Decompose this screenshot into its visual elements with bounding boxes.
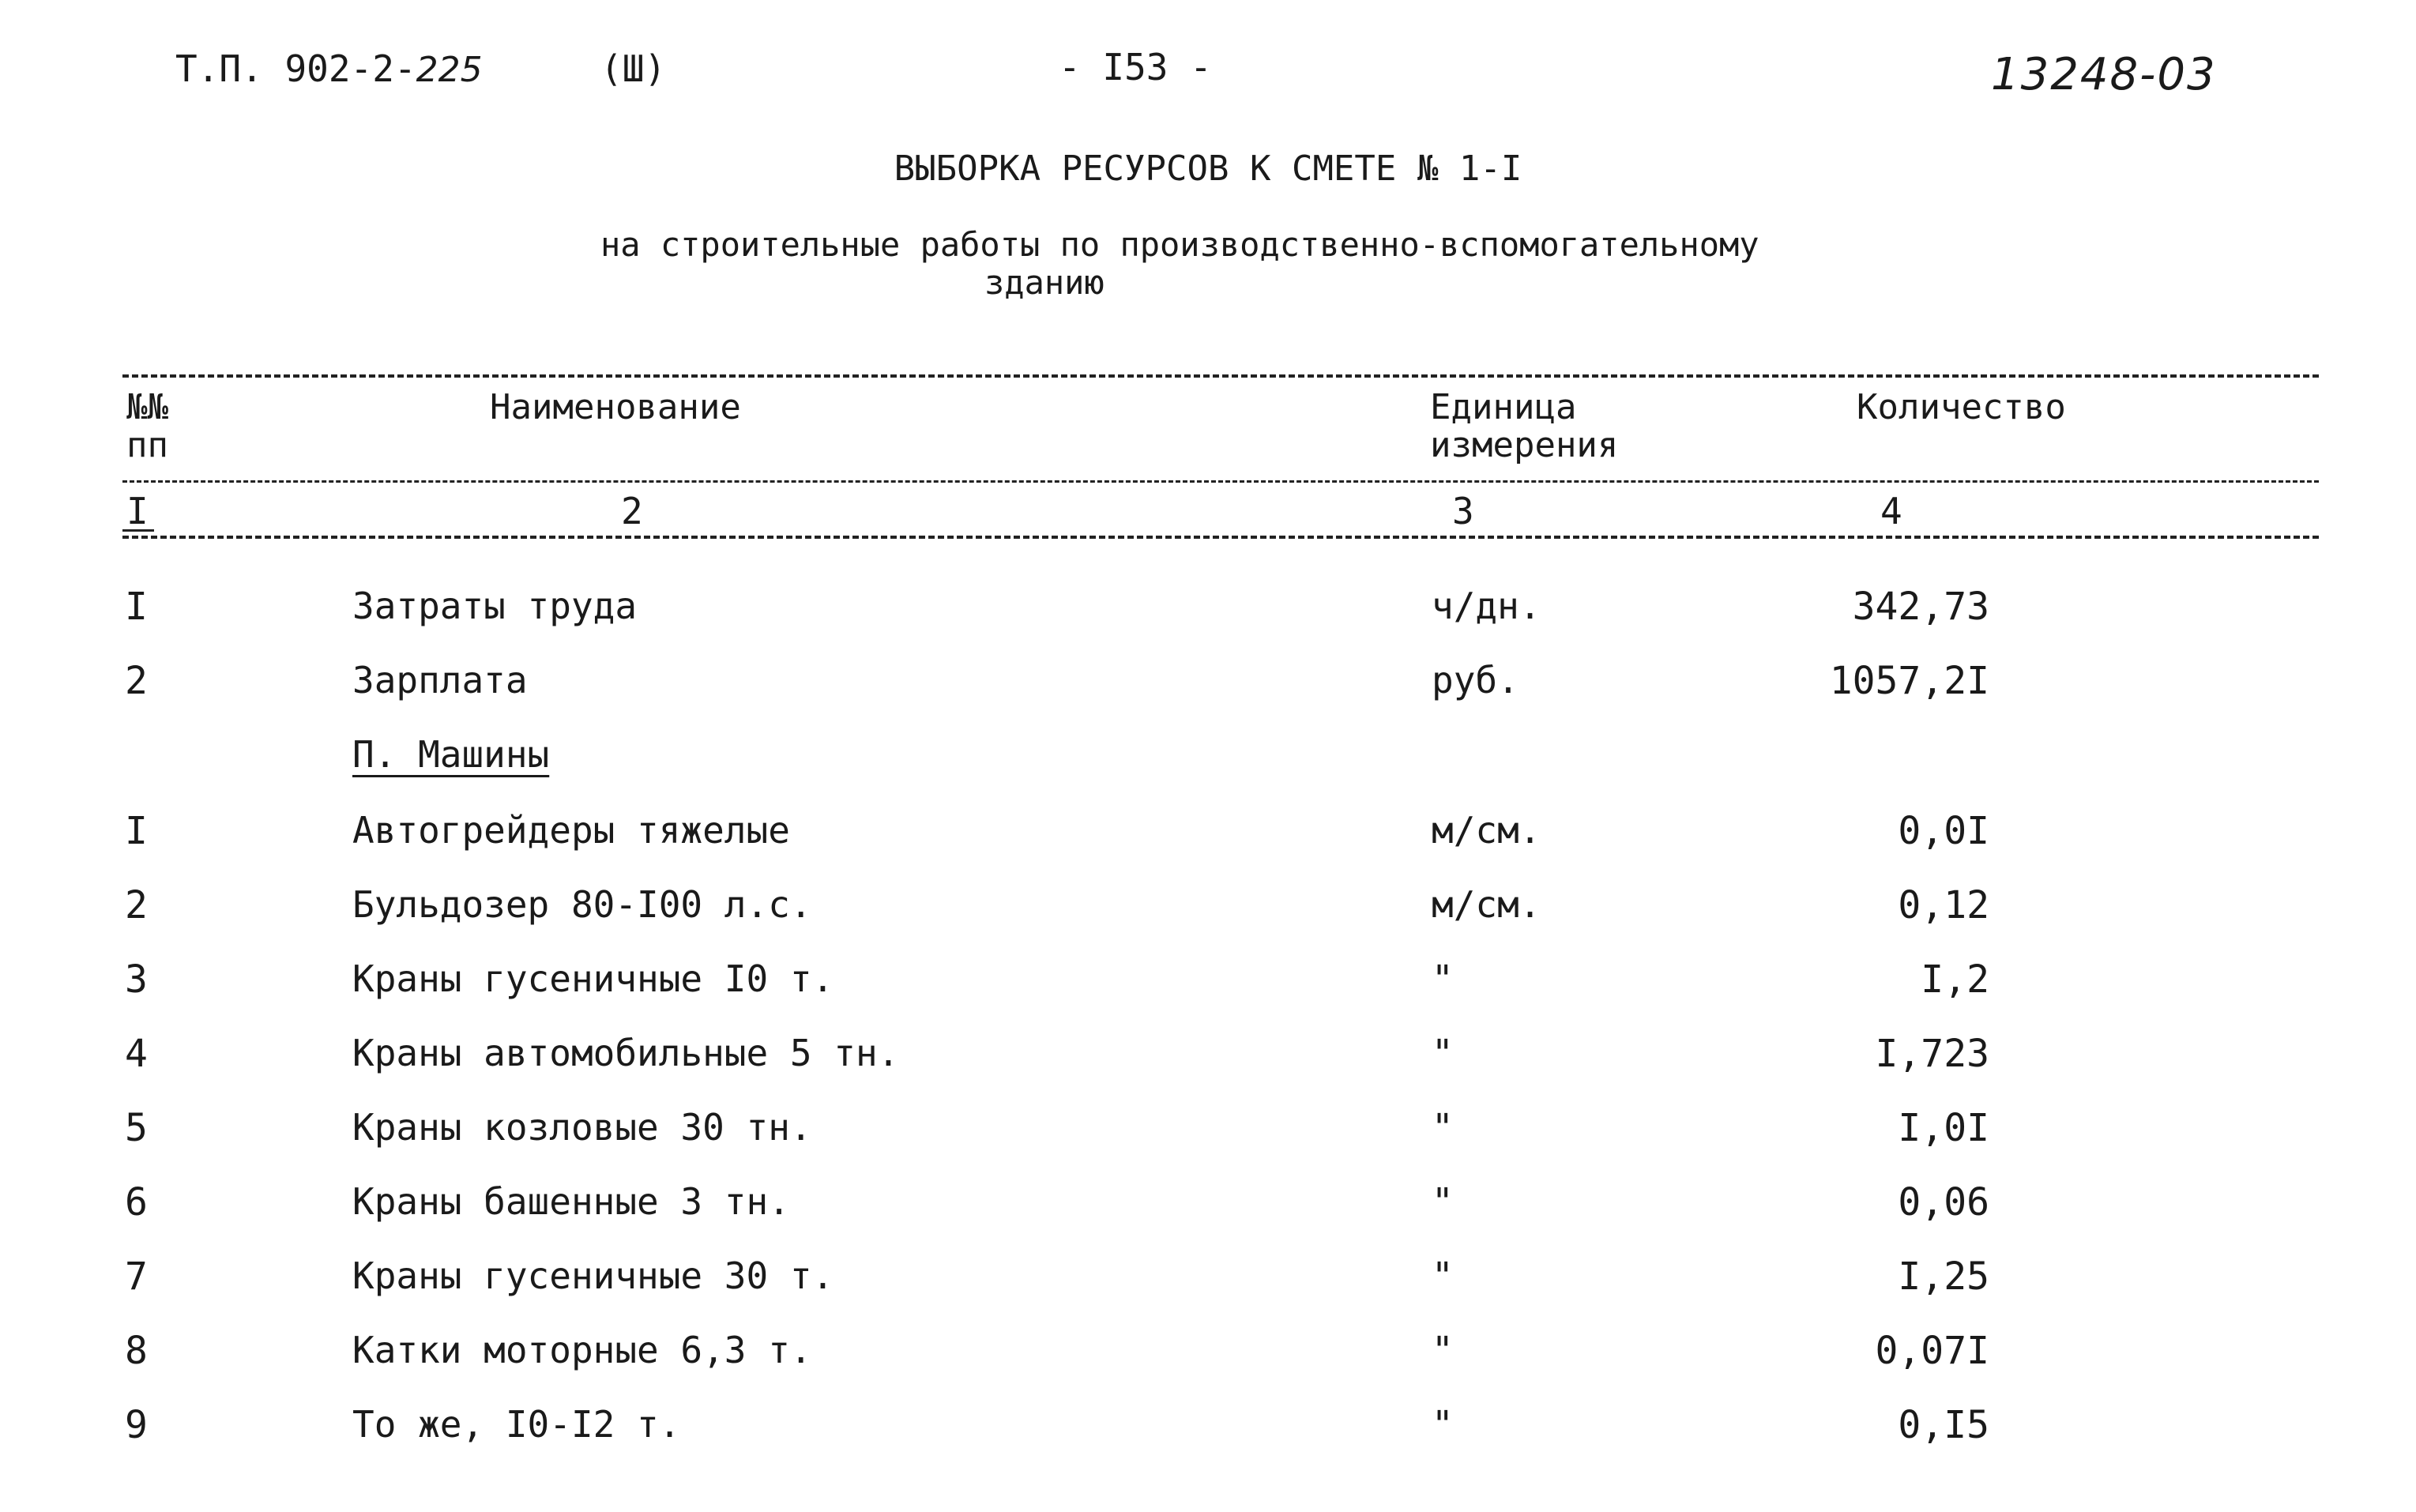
row-number: I <box>125 585 148 629</box>
column-number-3: 3 <box>1452 490 1474 532</box>
column-number-1-underline <box>122 529 154 532</box>
row-quantity: 0,I5 <box>1898 1403 1989 1447</box>
header-unit-line-1: Единица <box>1430 387 1577 427</box>
row-name: Краны гусеничные I0 т. <box>352 957 834 1000</box>
row-unit: " <box>1432 1329 1454 1371</box>
row-quantity: 0,12 <box>1898 883 1989 927</box>
header-number-line-1: №№ <box>126 387 168 427</box>
header-number-line-2: пп <box>126 425 168 465</box>
row-number: 4 <box>125 1032 148 1076</box>
table-top-rule <box>122 374 2319 378</box>
row-name: Краны гусеничные 30 т. <box>352 1254 834 1297</box>
column-number-4: 4 <box>1880 490 1902 532</box>
row-unit: " <box>1432 957 1454 1000</box>
row-number: 5 <box>125 1106 148 1150</box>
row-quantity: 0,0I <box>1898 809 1989 853</box>
row-name: Затраты труда <box>352 585 638 627</box>
header-unit <box>1430 389 1618 465</box>
row-name: Катки моторные 6,3 т. <box>352 1329 812 1371</box>
row-number: 8 <box>125 1329 148 1373</box>
row-number: 2 <box>125 883 148 927</box>
column-number-rule <box>122 536 2319 539</box>
document-title: ВЫБОРКА РЕСУРСОВ К СМЕТЕ № 1-I <box>894 149 1522 189</box>
header-divider-rule <box>122 480 2319 483</box>
row-name: Автогрейдеры тяжелые <box>352 809 790 852</box>
row-quantity: I,723 <box>1875 1032 1989 1076</box>
document-code-prefix: Т.П. 902-2- <box>175 47 416 90</box>
row-unit: м/см. <box>1432 809 1541 852</box>
volume-label: (Ш) <box>600 47 667 90</box>
row-number: 3 <box>125 957 148 1002</box>
header-number <box>126 389 168 465</box>
row-unit: " <box>1432 1180 1454 1223</box>
header-unit-line-2: измерения <box>1430 425 1619 465</box>
row-unit: м/см. <box>1432 883 1541 926</box>
column-number-2: 2 <box>621 490 643 532</box>
subtitle-line-2: зданию <box>984 263 1105 302</box>
row-quantity: I,25 <box>1898 1254 1989 1299</box>
row-unit: " <box>1432 1254 1454 1297</box>
row-name: Краны башенные 3 тн. <box>352 1180 790 1223</box>
row-unit: руб. <box>1432 659 1519 701</box>
row-name: Зарплата <box>352 659 528 701</box>
row-name: То же, I0-I2 т. <box>352 1403 681 1446</box>
document-code-handwritten: 225 <box>416 50 483 90</box>
row-quantity: 0,07I <box>1875 1329 1989 1373</box>
row-quantity: I,2 <box>1921 957 1989 1002</box>
row-name: Бульдозер 80-I00 л.с. <box>352 883 812 926</box>
row-quantity: 0,06 <box>1898 1180 1989 1224</box>
header-name: Наименование <box>490 387 741 427</box>
section-title-machines: П. Машины <box>352 733 550 776</box>
row-quantity: 342,73 <box>1852 585 1989 629</box>
page-number: - I53 - <box>1059 46 1212 88</box>
row-number: 7 <box>125 1254 148 1299</box>
row-name: Краны козловые 30 тн. <box>352 1106 812 1149</box>
document-subtitle <box>600 226 1759 302</box>
document-code <box>175 47 483 90</box>
row-number: 2 <box>125 659 148 703</box>
row-number: 9 <box>125 1403 148 1447</box>
row-unit: " <box>1432 1032 1454 1074</box>
row-quantity: 1057,2I <box>1829 659 1989 703</box>
subtitle-line-1: на строительные работы по производственно-вспомогательному <box>600 225 1759 264</box>
row-quantity: I,0I <box>1898 1106 1989 1150</box>
row-name: Краны автомобильные 5 тн. <box>352 1032 900 1074</box>
row-unit: ч/дн. <box>1432 585 1541 627</box>
header-quantity: Количество <box>1857 387 2066 427</box>
row-unit: " <box>1432 1403 1454 1446</box>
column-number-1: I <box>126 490 149 532</box>
row-unit: " <box>1432 1106 1454 1149</box>
row-number: 6 <box>125 1180 148 1224</box>
row-number: I <box>125 809 148 853</box>
archive-number: 13248-03 <box>1991 49 2217 100</box>
